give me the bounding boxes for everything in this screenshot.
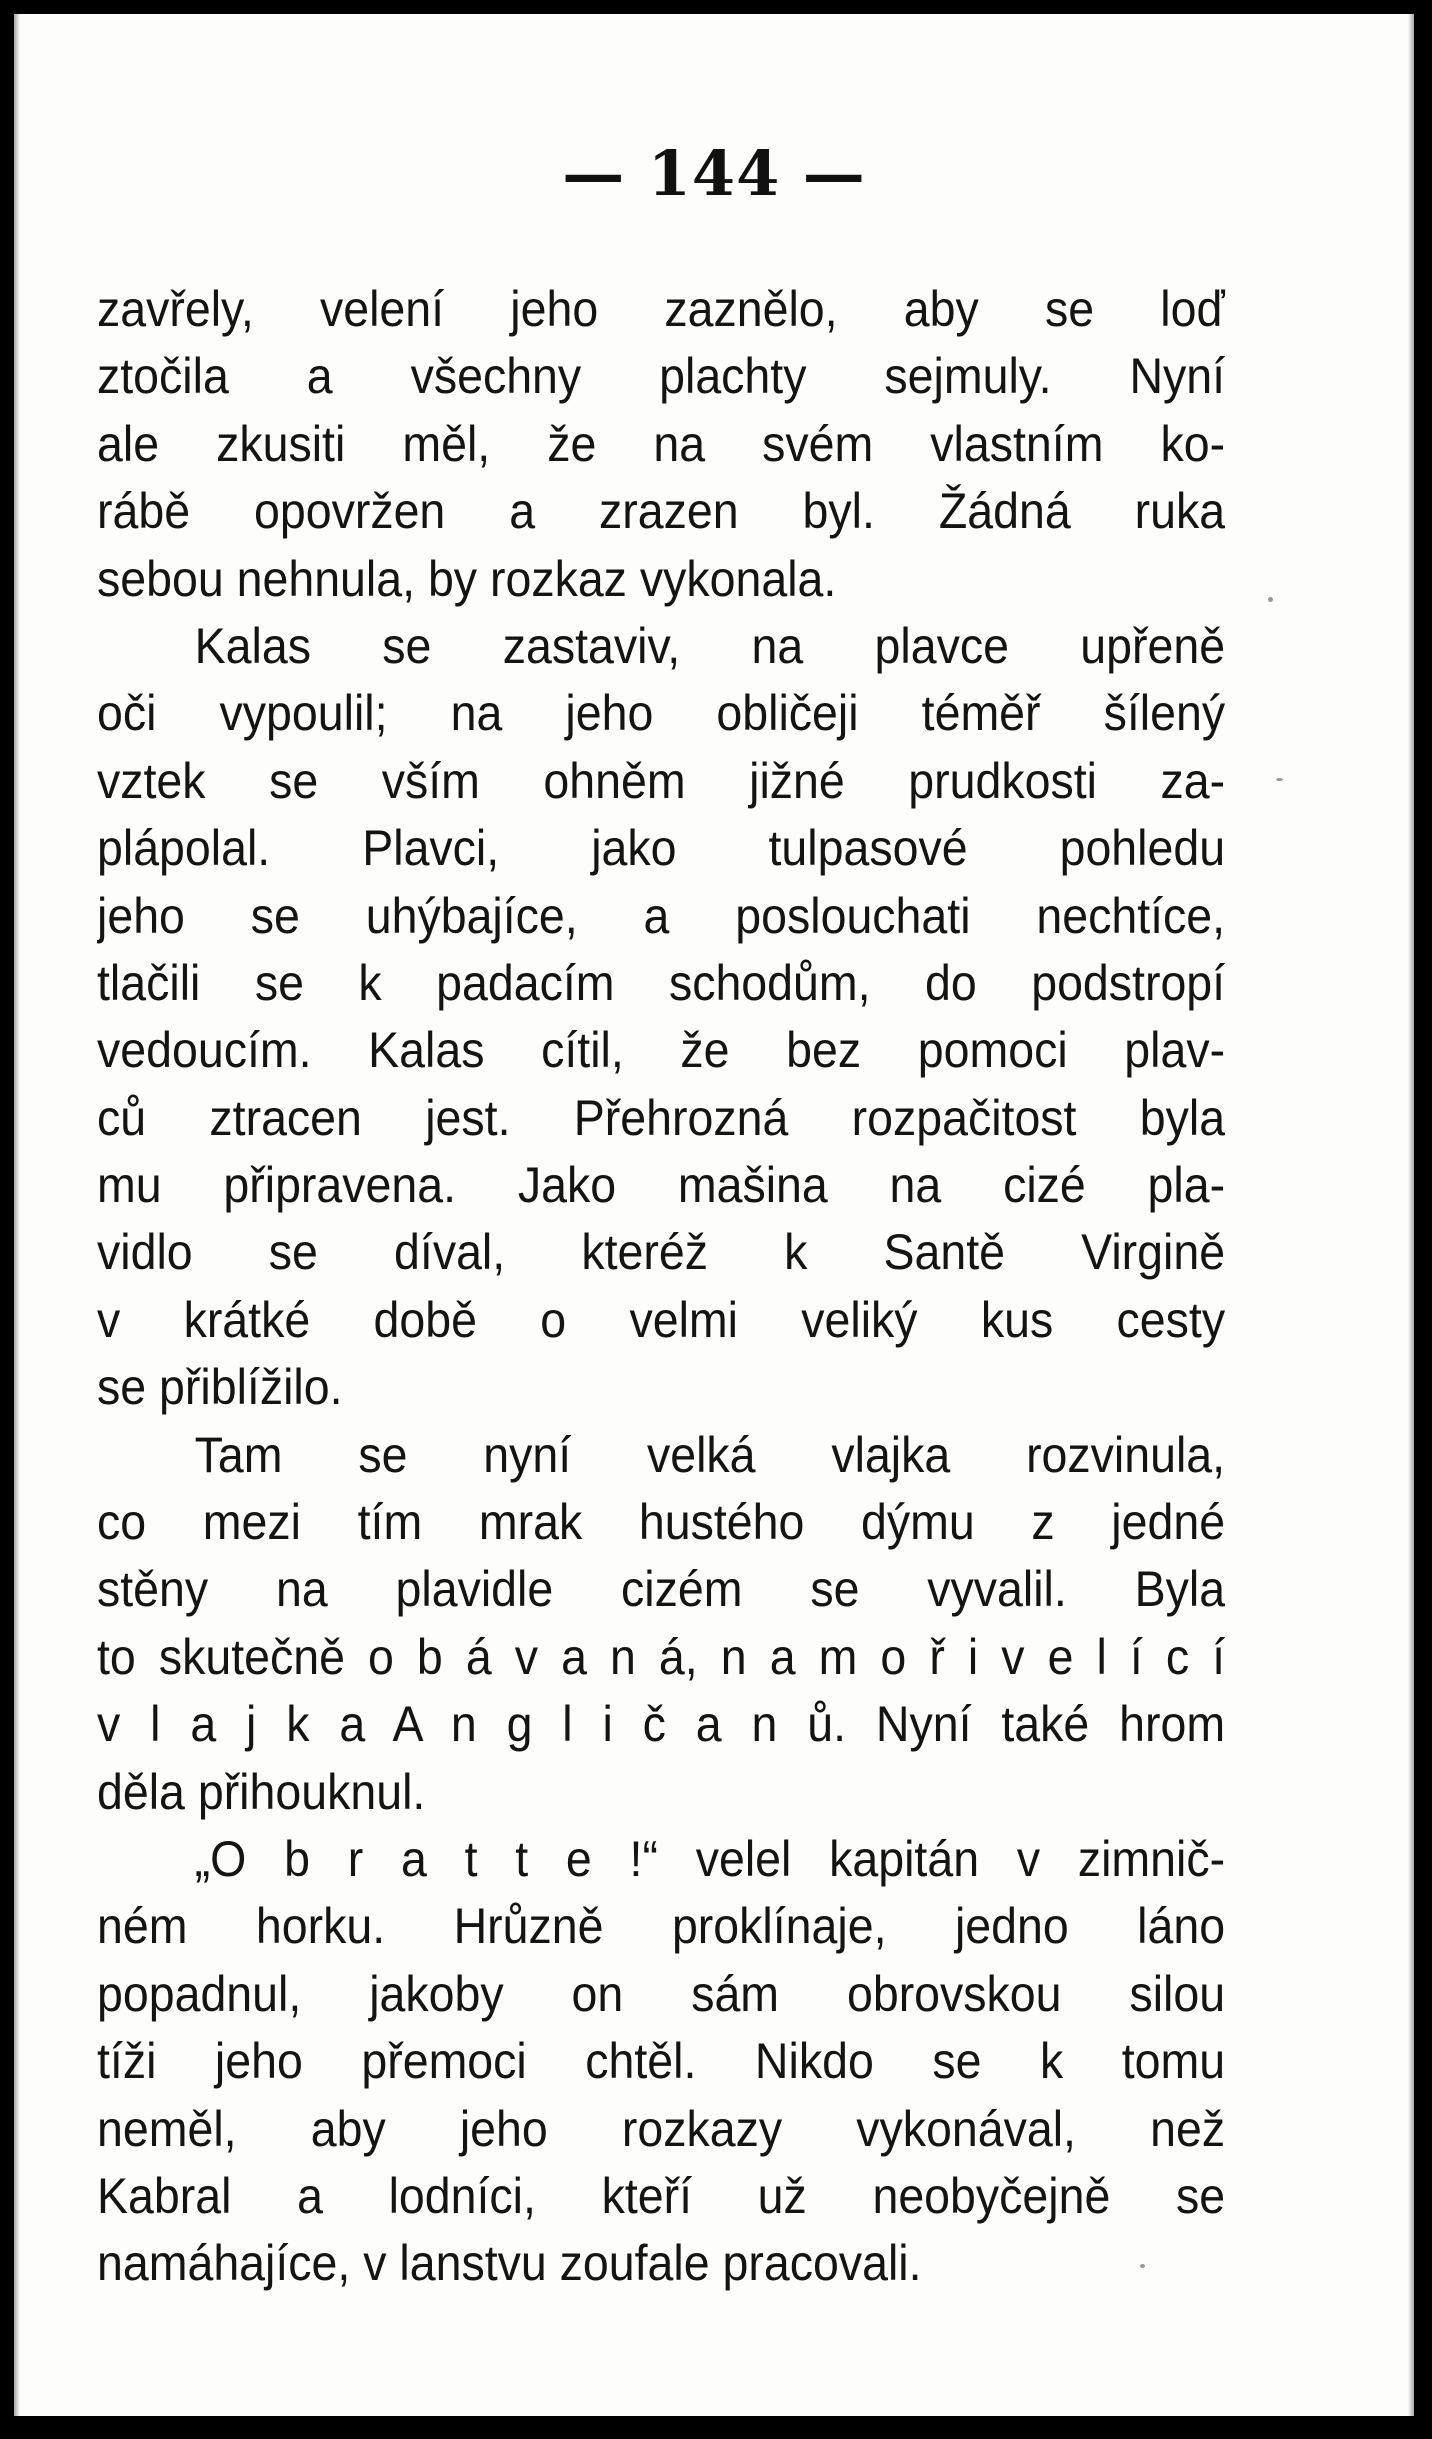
text-line: oči vypoulil; na jeho obličeji téměř šílený — [97, 685, 1226, 742]
text-line: rábě opovržen a zrazen byl. Žádná ruka — [97, 483, 1226, 540]
ink-speck — [1276, 778, 1283, 781]
ink-speck — [1268, 597, 1273, 602]
text-line: v l a j k a A n g l i č a n ů. Nyní také hrom — [97, 1696, 1226, 1753]
text-line: tíži jeho přemoci chtěl. Nikdo se k tomu — [97, 2033, 1226, 2090]
text-line: Tam se nyní velká vlajka rozvinula, — [194, 1426, 1226, 1483]
text-line: děla přihouknul. — [97, 1763, 426, 1820]
text-line: Kalas se zastaviv, na plavce upřeně — [194, 617, 1226, 674]
text-line: ném horku. Hrůzně proklínaje, jedno láno — [97, 1898, 1226, 1955]
text-line: neměl, aby jeho rozkazy vykonával, než — [97, 2100, 1226, 2157]
text-line: „O b r a t t e !“ velel kapitán v zimnič- — [194, 1830, 1226, 1887]
page-left-edge — [14, 14, 20, 2416]
text-line: ců ztracen jest. Přehrozná rozpačitost byla — [97, 1089, 1226, 1146]
text-line: tlačili se k padacím schodům, do podstropí — [97, 954, 1226, 1011]
text-line: popadnul, jakoby on sám obrovskou silou — [97, 1965, 1226, 2022]
text-line: jeho se uhýbajíce, a poslouchati nechtíce, — [97, 887, 1226, 944]
text-line: plápolal. Plavci, jako tulpasové pohledu — [97, 820, 1226, 877]
text-line: co mezi tím mrak hustého dýmu z jedné — [97, 1494, 1226, 1551]
text-line: vedoucím. Kalas cítil, že bez pomoci plav- — [97, 1022, 1226, 1079]
text-line: vidlo se díval, kteréž k Santě Virgině — [97, 1224, 1226, 1281]
text-line: vztek se vším ohněm jižné prudkosti za- — [97, 752, 1226, 809]
book-page — [14, 14, 1414, 2416]
text-line: Kabral a lodníci, kteří už neobyčejně se — [97, 2167, 1226, 2224]
text-line: ale zkusiti měl, že na svém vlastním ko- — [97, 415, 1226, 472]
text-line: sebou nehnula, by rozkaz vykonala. — [97, 550, 837, 607]
text-line: se přiblížilo. — [97, 1359, 343, 1416]
text-line: v krátké době o velmi veliký kus cesty — [97, 1291, 1226, 1348]
ink-speck — [1140, 2264, 1145, 2268]
text-line: zavřely, velení jeho zaznělo, aby se loď — [97, 281, 1226, 337]
text-line: namáhajíce, v lanstvu zoufale pracovali. — [97, 2235, 922, 2292]
page-right-edge — [1408, 14, 1414, 2416]
page-number: — 144 — — [562, 137, 866, 210]
text-line: stěny na plavidle cizém se vyvalil. Byla — [97, 1561, 1226, 1618]
text-line: to skutečně o b á v a n á, n a m o ř i v e l í c í — [97, 1628, 1226, 1685]
body-text — [97, 276, 1225, 2298]
text-line: mu připravena. Jako mašina na cizé pla- — [97, 1157, 1226, 1214]
text-line: ztočila a všechny plachty sejmuly. Nyní — [97, 348, 1226, 405]
